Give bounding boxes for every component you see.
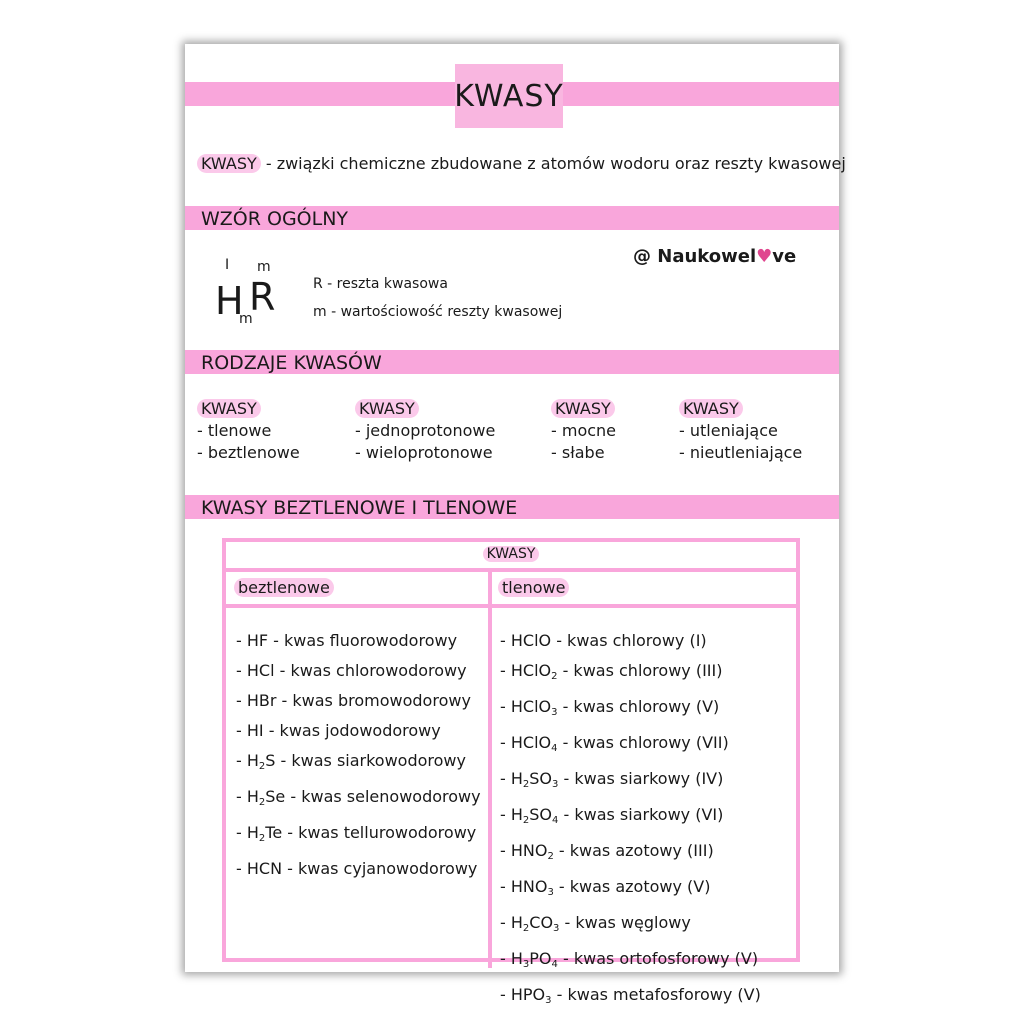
document-page bbox=[185, 44, 846, 1006]
list-item: - $H_3PO_4$ - kwas ortofosforowy (V) bbox=[500, 949, 759, 970]
list-item: - $HPO_3$ - kwas metafosforowy (V) bbox=[500, 985, 761, 1006]
formula-valence-r: m bbox=[257, 259, 271, 275]
definition-text: - związki chemiczne zbudowane z atomów wodoru oraz reszty kwasowej bbox=[260, 154, 846, 173]
list-item: - tlenowe bbox=[197, 421, 272, 440]
table-divider bbox=[226, 568, 796, 572]
legend-r: R - reszta kwasowa bbox=[313, 276, 448, 292]
list-item: - $H_2SO_4$ - kwas siarkowy (VI) bbox=[500, 805, 724, 826]
column-header-right bbox=[498, 578, 569, 598]
column-header-left-text: beztlenowe bbox=[234, 578, 334, 597]
section-title-types: RODZAJE KWASÓW bbox=[201, 352, 382, 374]
list-item: - beztlenowe bbox=[197, 443, 300, 462]
formula-r: R bbox=[249, 275, 276, 319]
list-item: - utleniające bbox=[679, 421, 778, 440]
brand-suffix: ve bbox=[772, 246, 797, 267]
heart-icon: ♥ bbox=[756, 246, 773, 267]
acids-table bbox=[222, 538, 800, 1006]
list-item: - $H_2Se$ - kwas selenowodorowy bbox=[236, 787, 481, 808]
list-item: - HClO$_4$ - kwas chlorowy (VII) bbox=[500, 733, 729, 754]
types-column-4 bbox=[679, 398, 802, 464]
list-item: - HCN - kwas cyjanowodorowy bbox=[236, 859, 478, 878]
list-beztlenowe bbox=[236, 626, 481, 884]
formula-subscript: m bbox=[239, 311, 253, 327]
page-title bbox=[455, 64, 563, 128]
list-item: - HCl - kwas chlorowodorowy bbox=[236, 661, 467, 680]
types-label: KWASY bbox=[679, 399, 743, 418]
section-title-formula: WZÓR OGÓLNY bbox=[201, 208, 349, 230]
section-title-table: KWASY BEZTLENOWE I TLENOWE bbox=[201, 497, 518, 519]
page-title-text: KWASY bbox=[454, 78, 564, 114]
types-label: KWASY bbox=[551, 399, 615, 418]
list-item: - mocne bbox=[551, 421, 617, 440]
column-header-left bbox=[234, 578, 334, 598]
list-item: - $H_2S$ - kwas siarkowodorowy bbox=[236, 751, 466, 772]
types-column-3 bbox=[551, 398, 616, 464]
list-item: - $H_2SO_3$ - kwas siarkowy (IV) bbox=[500, 769, 724, 790]
list-item: - jednoprotonowe bbox=[355, 421, 496, 440]
list-item: - nieutleniające bbox=[679, 443, 803, 462]
list-item: - słabe bbox=[551, 443, 605, 462]
formula-valence-h: I bbox=[225, 257, 230, 273]
brand-prefix: @ Naukowel bbox=[633, 246, 757, 267]
list-item: - HI - kwas jodowodorowy bbox=[236, 721, 441, 740]
list-item: - $HNO_3$ - kwas azotowy (V) bbox=[500, 877, 711, 898]
table-header-text: KWASY bbox=[483, 546, 540, 562]
types-column-1 bbox=[197, 398, 300, 464]
list-item: - HClO$_3$ - kwas chlorowy (V) bbox=[500, 697, 720, 718]
types-label: KWASY bbox=[197, 399, 261, 418]
types-label: KWASY bbox=[355, 399, 419, 418]
table-divider bbox=[226, 604, 796, 608]
list-item: - $HNO_2$ - kwas azotowy (III) bbox=[500, 841, 714, 862]
list-item: - $H_2CO_3$ - kwas węglowy bbox=[500, 913, 691, 934]
formula-h: H bbox=[215, 279, 244, 323]
list-tlenowe bbox=[500, 626, 761, 1016]
column-header-right-text: tlenowe bbox=[498, 578, 569, 597]
general-formula bbox=[213, 254, 283, 334]
brand-watermark bbox=[633, 247, 796, 267]
legend-m: m - wartościowość reszty kwasowej bbox=[313, 304, 563, 320]
table-header bbox=[226, 546, 796, 562]
table-divider bbox=[488, 568, 492, 968]
definition bbox=[197, 154, 846, 174]
list-item: - HClO$_2$ - kwas chlorowy (III) bbox=[500, 661, 723, 682]
list-item: - $H_2Te$ - kwas tellurowodorowy bbox=[236, 823, 477, 844]
types-column-2 bbox=[355, 398, 495, 464]
list-item: - HF - kwas fluorowodorowy bbox=[236, 631, 458, 650]
list-item: - HClO - kwas chlorowy (I) bbox=[500, 631, 707, 650]
definition-term: KWASY bbox=[197, 154, 261, 173]
list-item: - wieloprotonowe bbox=[355, 443, 493, 462]
list-item: - HBr - kwas bromowodorowy bbox=[236, 691, 471, 710]
